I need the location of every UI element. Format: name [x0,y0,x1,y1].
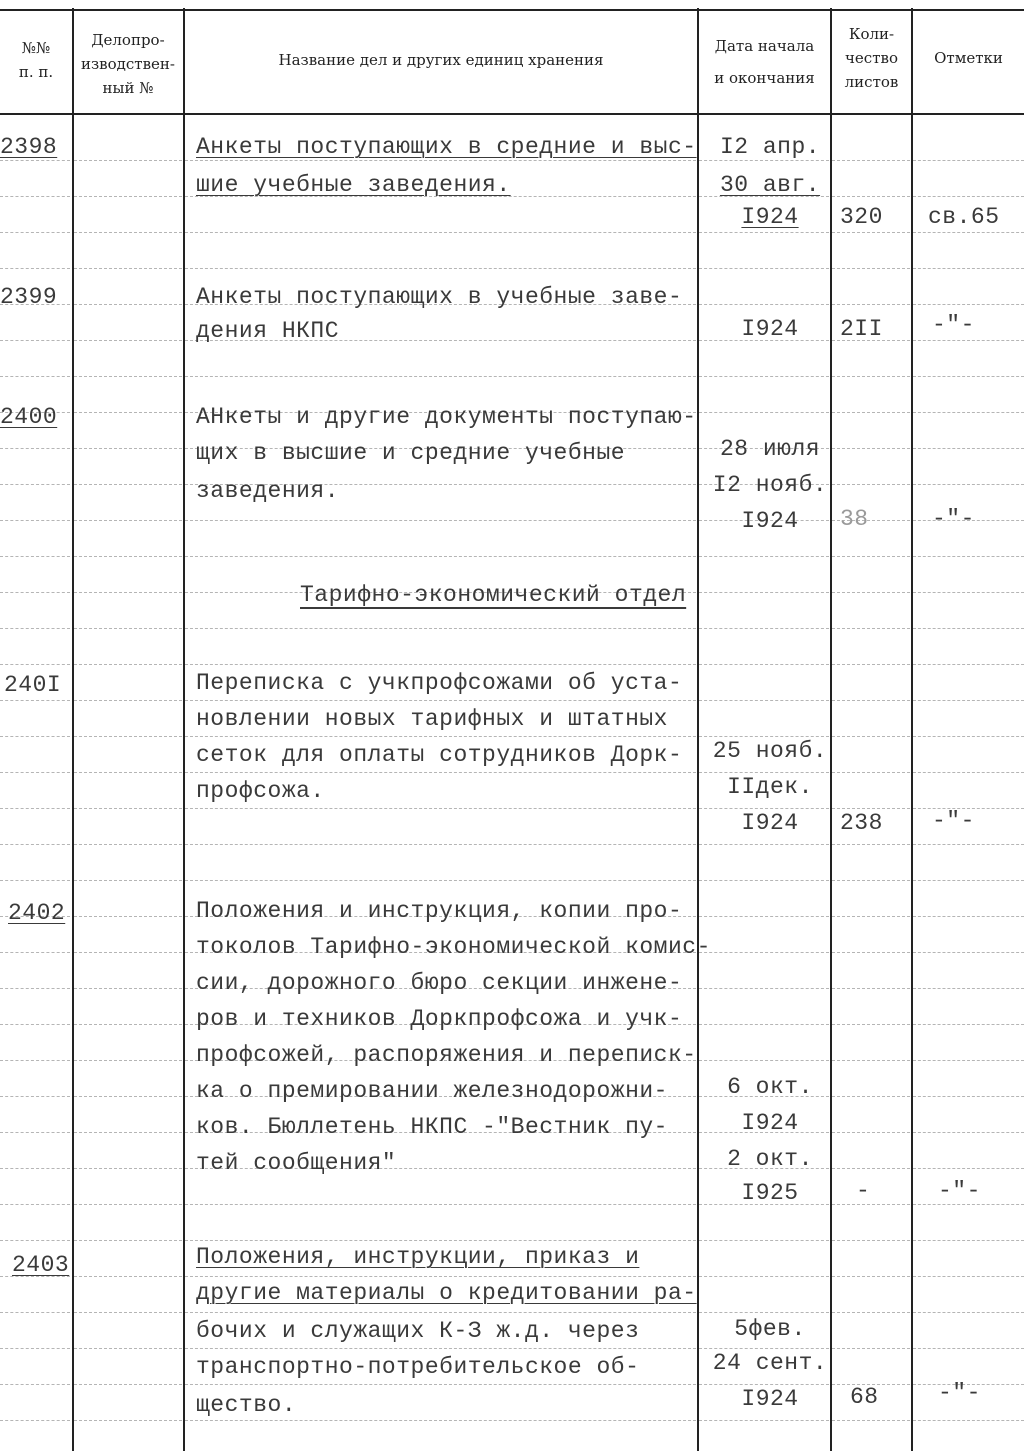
header-bottom-border [0,113,1024,115]
ruled-line [913,1168,1024,1169]
row-title-line: профсожа. [196,778,325,804]
row-date-line: I924 [741,810,799,836]
ruled-line [913,1276,1024,1277]
ruled-line [185,268,696,269]
ruled-line [74,448,182,449]
ruled-line [832,1096,910,1097]
row-title-line: бочих и служащих К-З ж.д. через [196,1318,640,1344]
ruled-line [913,448,1024,449]
ruled-line [74,268,182,269]
table-top-border [0,9,1024,11]
row-sheet-count: 320 [840,204,883,230]
ruled-line [832,412,910,413]
ruled-line [74,628,182,629]
ruled-line [832,1204,910,1205]
ruled-line [0,880,70,881]
ruled-line [699,412,829,413]
section-title: Тарифно-экономический отдел [300,582,687,608]
ruled-line [832,1276,910,1277]
row-note: -"- [938,1178,981,1204]
ruled-line [913,1060,1024,1061]
row-title-line: Переписка с учкпрофсожами об уста- [196,670,683,696]
row-title-line: щих в высшие и средние учебные [196,440,626,466]
row-date-line: I924 [741,204,799,230]
ruled-line [832,736,910,737]
ruled-line [913,664,1024,665]
row-date-line: IIдек. [727,774,813,800]
ruled-line [0,700,70,701]
ruled-line [913,268,1024,269]
ruled-line [0,1204,70,1205]
ruled-line [699,628,829,629]
row-title-line: шие учебные заведения. [196,172,511,198]
row-date-line: 28 июля [719,436,821,462]
ruled-line [913,376,1024,377]
row-title-line: щество. [196,1392,297,1418]
ruled-line [0,844,70,845]
row-date-line: 24 сент. [712,1350,828,1376]
row-note: св.65 [928,204,1000,230]
row-date-line: 5фев. [734,1316,806,1342]
row-title-line: Положения и инструкция, копии про- [196,898,683,924]
ruled-line [185,808,696,809]
ruled-line [913,556,1024,557]
header-count-label: листов [844,73,899,91]
ruled-line [74,1348,182,1349]
ruled-line [699,1060,829,1061]
row-title-line: Анкеты поступающих в средние и выс- [196,134,697,160]
row-title-line: сии, дорожного бюро секции инжене- [196,970,683,996]
ruled-line [0,340,70,341]
ruled-line [74,520,182,521]
ruled-line [185,1312,696,1313]
ruled-line [185,376,696,377]
row-number: 2403 [12,1252,70,1278]
ruled-line [0,1384,70,1385]
ruled-line [185,736,696,737]
ruled-line [832,592,910,593]
ruled-line [699,916,829,917]
row-title-line: тей сообщения" [196,1150,397,1176]
row-number: 2398 [0,134,58,160]
header-office-label: изводствен- [81,55,175,73]
column-divider [697,8,699,1451]
header-number-label: п. п. [18,63,54,81]
ruled-line [0,808,70,809]
row-title-line: профсожей, распоряжения и переписк- [196,1042,697,1068]
row-number: 2399 [0,284,58,310]
ruled-line [913,916,1024,917]
ruled-line [699,592,829,593]
ruled-line [74,484,182,485]
ruled-line [913,1132,1024,1133]
ruled-line [832,772,910,773]
ruled-line [74,736,182,737]
ruled-line [913,304,1024,305]
row-title-line: токолов Тарифно-экономической комис- [196,934,711,960]
ruled-line [832,376,910,377]
row-number: 2402 [8,900,66,926]
row-title-line: сеток для оплаты сотрудников Дорк- [196,742,683,768]
ruled-line [0,376,70,377]
ruled-line [699,1276,829,1277]
ruled-line [699,952,829,953]
ruled-line [74,808,182,809]
ruled-line [832,196,910,197]
ruled-line [699,1024,829,1025]
ruled-line [832,1168,910,1169]
ruled-line [913,484,1024,485]
row-date-line: 6 окт. [727,1074,813,1100]
ruled-line [185,844,696,845]
ruled-line [832,808,910,809]
row-title-line: ков. Бюллетень НКПС -"Вестник пу- [196,1114,668,1140]
ruled-line [185,1204,696,1205]
ruled-line [185,232,696,233]
ruled-line [185,1240,696,1241]
ruled-line [913,232,1024,233]
header-count-label: чество [845,49,898,67]
ruled-line [74,1132,182,1133]
header-notes-column [913,46,1024,70]
row-title-line: Положения, инструкции, приказ и [196,1244,640,1270]
ruled-line [185,772,696,773]
ruled-line [699,1420,829,1421]
ruled-line [699,700,829,701]
ruled-line [832,1060,910,1061]
row-date-line: 25 нояб. [712,738,828,764]
ruled-line [0,556,70,557]
ruled-line [913,196,1024,197]
ruled-line [0,1168,70,1169]
ruled-line [74,772,182,773]
ruled-line [74,1024,182,1025]
ruled-line [74,1276,182,1277]
ruled-line [832,1420,910,1421]
ruled-line [0,664,70,665]
row-date-line: I2 нояб. [712,472,828,498]
ruled-line [832,268,910,269]
ruled-line [74,1204,182,1205]
row-date-line: I924 [741,508,799,534]
ruled-line [913,1312,1024,1313]
column-divider [72,8,74,1451]
row-sheet-count: 38 [840,506,869,532]
ruled-line [913,1024,1024,1025]
ruled-line [0,196,70,197]
header-notes-label: Отметки [934,49,1003,67]
ruled-line [699,772,829,773]
ruled-line [832,556,910,557]
row-sheet-count: 238 [840,810,883,836]
ruled-line [832,304,910,305]
ruled-line [832,1240,910,1241]
ruled-line [185,1348,696,1349]
ruled-line [185,556,696,557]
ruled-line [699,1240,829,1241]
ruled-line [74,700,182,701]
column-divider [911,8,913,1451]
ruled-line [0,1096,70,1097]
ruled-line [832,1348,910,1349]
row-date-line: I924 [741,1386,799,1412]
ruled-line [913,952,1024,953]
ruled-line [185,628,696,629]
ruled-line [913,880,1024,881]
ruled-line [74,1060,182,1061]
ruled-line [0,952,70,953]
ruled-line [0,592,70,593]
ruled-line [913,160,1024,161]
header-count-column [832,22,911,94]
header-dates-label: и окончания [714,69,815,87]
row-note: -"- [938,1380,981,1406]
ruled-line [74,340,182,341]
row-title-line: новлении новых тарифных и штатных [196,706,668,732]
ruled-line [832,952,910,953]
ruled-line [832,1132,910,1133]
ruled-line [913,700,1024,701]
ruled-line [832,1024,910,1025]
ruled-line [832,988,910,989]
ruled-line [699,304,829,305]
row-sheet-count: - [856,1178,871,1204]
ruled-line [0,1132,70,1133]
ruled-line [74,844,182,845]
ruled-line [832,232,910,233]
ruled-line [913,412,1024,413]
row-date-line: I924 [741,1110,799,1136]
ruled-line [74,160,182,161]
row-date-line: 2 окт. [727,1146,813,1172]
ruled-line [185,664,696,665]
ruled-line [74,880,182,881]
ruled-line [913,1096,1024,1097]
ruled-line [74,232,182,233]
ruled-line [74,304,182,305]
ruled-line [699,808,829,809]
ruled-line [74,376,182,377]
ruled-line [699,1384,829,1385]
ruled-line [74,1168,182,1169]
header-title-column [185,48,697,72]
ruled-line [699,1312,829,1313]
ruled-line [832,160,910,161]
ruled-line [0,988,70,989]
header-count-label: Коли- [848,25,895,43]
ruled-line [74,412,182,413]
ruled-line [74,988,182,989]
ruled-line [74,916,182,917]
row-title-line: АНкеты и другие документы поступаю- [196,404,697,430]
header-office-label: Делопро- [91,31,165,49]
ruled-line [185,1384,696,1385]
ruled-line [699,376,829,377]
ruled-line [0,232,70,233]
ruled-line [185,880,696,881]
ruled-line [185,1420,696,1421]
ruled-line [699,160,829,161]
row-note: -"- [932,312,975,338]
row-note: -"- [932,808,975,834]
ruled-line [832,448,910,449]
ruled-line [0,1240,70,1241]
row-title-line: заведения. [196,478,340,504]
row-date-line: I925 [741,1180,799,1206]
ruled-line [0,160,70,161]
ruled-line [185,1276,696,1277]
ruled-line [699,736,829,737]
row-sheet-count: 68 [850,1384,879,1410]
header-office-label: ный № [102,79,154,97]
ruled-line [0,484,70,485]
ruled-line [832,700,910,701]
row-number: 240I [4,672,62,698]
ruled-line [185,700,696,701]
header-number-label: №№ [21,39,51,57]
ruled-line [0,448,70,449]
ruled-line [913,1204,1024,1205]
ruled-line [0,1060,70,1061]
header-dates-column [699,30,830,94]
ruled-line [832,916,910,917]
row-date-line: I924 [741,316,799,342]
ruled-line [0,520,70,521]
ruled-line [699,268,829,269]
row-title-line: дения НКПС [196,318,340,344]
ruled-line [0,1024,70,1025]
ruled-line [832,664,910,665]
ruled-line [913,1420,1024,1421]
column-divider [183,8,185,1451]
row-title-line: транспортно-потребительское об- [196,1354,640,1380]
row-title-line: Анкеты поступающих в учебные заве- [196,284,683,310]
ruled-line [699,556,829,557]
ruled-line [74,556,182,557]
ruled-line [74,1240,182,1241]
row-date-line: 30 авг. [719,172,821,198]
ruled-line [185,520,696,521]
ruled-line [913,1348,1024,1349]
row-sheet-count: 2II [840,316,883,342]
row-title-line: ка о премировании железнодорожни- [196,1078,668,1104]
ruled-line [699,988,829,989]
ruled-line [0,772,70,773]
ruled-line [74,952,182,953]
ruled-line [74,1384,182,1385]
ruled-line [0,268,70,269]
row-note: -"- [932,506,975,532]
header-title-label: Название дел и других единиц хранения [278,51,604,69]
ruled-line [913,1240,1024,1241]
ruled-line [913,340,1024,341]
header-number-column [0,36,72,84]
ruled-line [185,160,696,161]
row-date-line: I2 апр. [719,134,821,160]
header-dates-label: Дата начала [714,37,815,55]
ruled-line [0,628,70,629]
ruled-line [0,1420,70,1421]
ruled-line [832,844,910,845]
ruled-line [0,1312,70,1313]
ruled-line [74,592,182,593]
row-title-line: ров и техников Доркпрофсожа и учк- [196,1006,683,1032]
ruled-line [913,628,1024,629]
ruled-line [699,1348,829,1349]
ruled-line [913,592,1024,593]
ruled-line [74,1312,182,1313]
ruled-line [0,1348,70,1349]
ruled-line [74,664,182,665]
row-number: 2400 [0,404,58,430]
ruled-line [0,736,70,737]
ruled-line [699,880,829,881]
ruled-line [832,628,910,629]
ruled-line [913,772,1024,773]
header-office-number-column [74,28,182,100]
ruled-line [832,1312,910,1313]
ruled-line [699,664,829,665]
ruled-line [913,844,1024,845]
ruled-line [74,1096,182,1097]
ruled-line [913,736,1024,737]
ruled-line [699,232,829,233]
ruled-line [699,844,829,845]
row-title-line: другие материалы о кредитовании ра- [196,1280,697,1306]
ruled-line [913,988,1024,989]
ruled-line [832,880,910,881]
ruled-line [74,196,182,197]
ruled-line [832,484,910,485]
ruled-line [74,1420,182,1421]
